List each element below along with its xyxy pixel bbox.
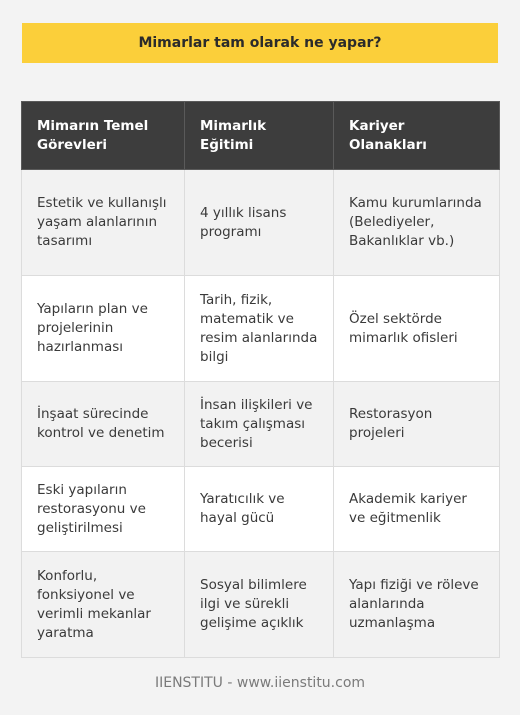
- table-cell: 4 yıllık lisans programı: [185, 170, 334, 276]
- table-cell: Kamu kurumlarında (Belediyeler, Bakanlıklar vb.): [334, 170, 500, 276]
- page-title: Mimarlar tam olarak ne yapar?: [138, 35, 382, 51]
- info-table: [21, 101, 500, 658]
- footer-credit: IIENSTITU - www.iienstitu.com: [154, 675, 366, 691]
- table-cell: Özel sektörde mimarlık ofisleri: [334, 276, 500, 382]
- header-kariyer-olanaklari: Kariyer Olanakları: [334, 102, 500, 170]
- table-cell: Yapıların plan ve projelerinin hazırlanması: [22, 276, 185, 382]
- table-cell: İnşaat sürecinde kontrol ve denetim: [22, 382, 185, 467]
- table-row: [22, 382, 500, 467]
- header-mimarlik-egitimi: Mimarlık Eğitimi: [185, 102, 334, 170]
- table-cell: Yaratıcılık ve hayal gücü: [185, 467, 334, 552]
- table-cell: Eski yapıların restorasyonu ve geliştirilmesi: [22, 467, 185, 552]
- table-cell: Estetik ve kullanışlı yaşam alanlarının tasarımı: [22, 170, 185, 276]
- table-row: [22, 467, 500, 552]
- table-row: [22, 552, 500, 658]
- table-cell: Akademik kariyer ve eğitmenlik: [334, 467, 500, 552]
- table-cell: Restorasyon projeleri: [334, 382, 500, 467]
- table-header-row: [22, 102, 500, 170]
- header-temel-gorevler: Mimarın Temel Görevleri: [22, 102, 185, 170]
- title-banner: [22, 23, 498, 63]
- table-cell: Sosyal bilimlere ilgi ve sürekli gelişime açıklık: [185, 552, 334, 658]
- table-cell: Tarih, fizik, matematik ve resim alanlarında bilgi: [185, 276, 334, 382]
- table-cell: İnsan ilişkileri ve takım çalışması becerisi: [185, 382, 334, 467]
- table-row: [22, 276, 500, 382]
- table-cell: Yapı fiziği ve röleve alanlarında uzmanlaşma: [334, 552, 500, 658]
- table-row: [22, 170, 500, 276]
- table-cell: Konforlu, fonksiyonel ve verimli mekanlar yaratma: [22, 552, 185, 658]
